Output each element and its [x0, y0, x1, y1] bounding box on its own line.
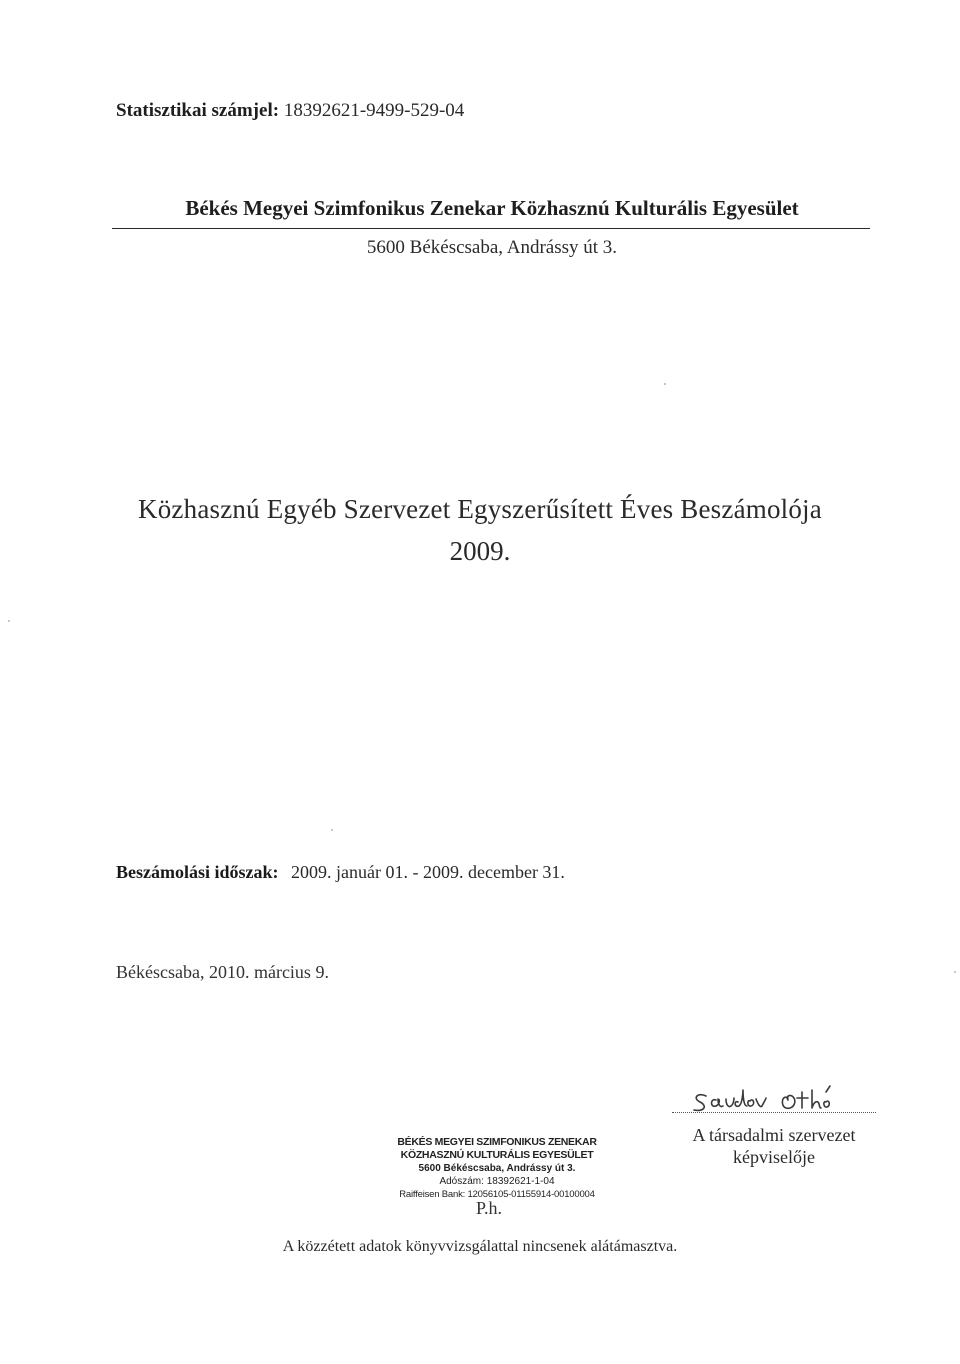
- scan-speck: [664, 383, 666, 385]
- organization-name: Békés Megyei Szimfonikus Zenekar Közhasznú Kulturális Egyesület: [185, 196, 799, 220]
- organization-address: 5600 Békéscsaba, Andrássy út 3.: [366, 237, 618, 258]
- stamp-line-3: 5600 Békéscsaba, Andrássy út 3.: [418, 1163, 576, 1174]
- place-and-date: Békéscsaba, 2010. március 9.: [116, 962, 329, 982]
- organization-divider: [112, 228, 870, 229]
- reporting-period-label: Beszámolási időszak:: [116, 862, 279, 882]
- audit-disclaimer: A közzétett adatok könyvvizsgálattal nincsenek alátámasztva.: [282, 1238, 678, 1255]
- statistical-number-label: Statisztikai számjel:: [116, 100, 280, 121]
- representative-title-line-1: A társadalmi szervezet: [692, 1125, 856, 1145]
- stamp-line-1: BÉKÉS MEGYEI SZIMFONIKUS ZENEKAR: [397, 1136, 597, 1148]
- stamp-line-4: Adószám: 18392621-1-04: [439, 1176, 555, 1187]
- representative-title: [672, 1124, 876, 1168]
- scan-speck: [954, 971, 956, 973]
- stamp-line-2: KÖZHASZNÚ KULTURÁLIS EGYESÜLET: [400, 1149, 594, 1161]
- report-year: 2009.: [449, 536, 511, 566]
- scan-speck: [331, 829, 333, 831]
- signature-line: [672, 1112, 876, 1113]
- organization-stamp: [382, 1136, 612, 1201]
- scan-speck: [8, 620, 10, 622]
- stamp-line-5: Raiffeisen Bank: 12056105-01155914-00100004: [399, 1189, 595, 1200]
- representative-title-line-2: képviselője: [733, 1147, 815, 1167]
- handwritten-signature: [676, 1068, 876, 1118]
- stamp-placeholder-mark: P.h.: [476, 1198, 503, 1218]
- reporting-period-value: 2009. január 01. - 2009. december 31.: [291, 862, 565, 882]
- statistical-number-line: [116, 100, 464, 122]
- statistical-number-value: 18392621-9499-529-04: [283, 100, 465, 121]
- report-title: Közhasznú Egyéb Szervezet Egyszerűsített Éves Beszámolója: [138, 494, 822, 524]
- reporting-period-line: [116, 862, 565, 883]
